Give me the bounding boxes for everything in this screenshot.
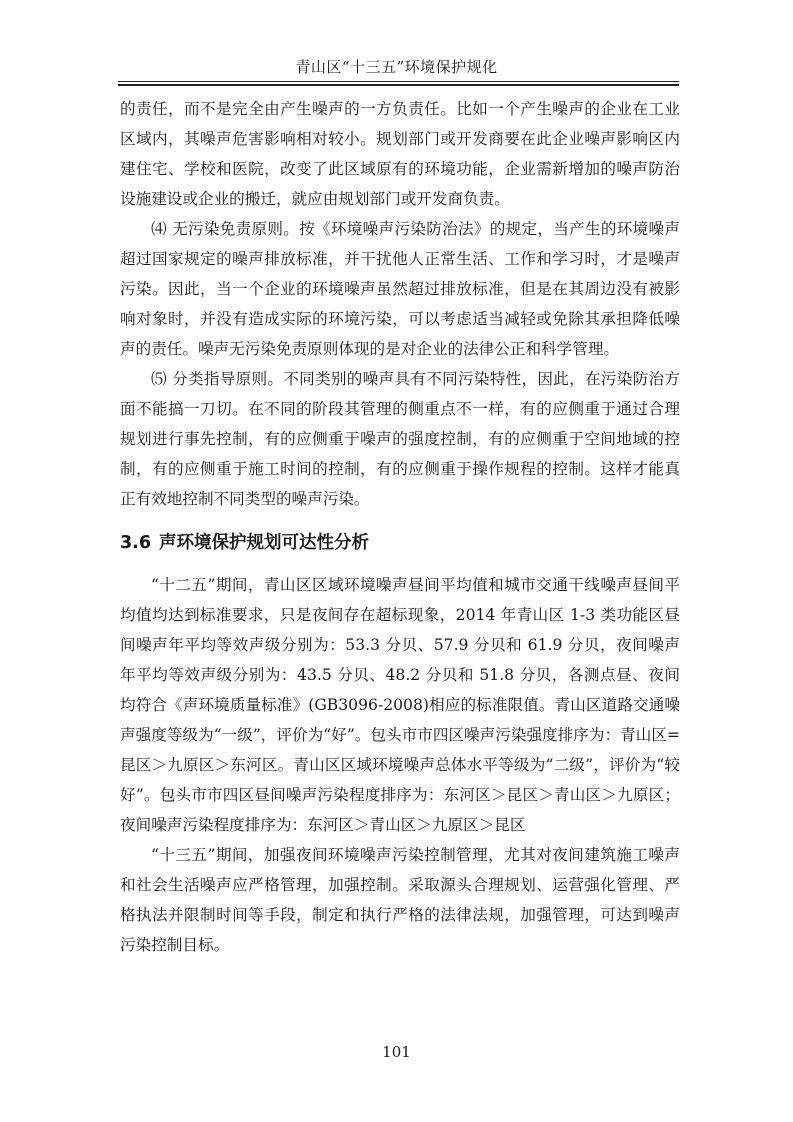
section-heading xyxy=(120,528,680,558)
header-rule-thin xyxy=(118,81,679,82)
page-content xyxy=(120,94,680,960)
header-rule-thick xyxy=(118,84,679,86)
body-paragraph: “十二五”期间，青山区区域环境噪声昼间平均值和城市交通干线噪声昼间平均值均达到标准要求，只是夜间存在超标现象，2014 年青山区 1-3 类功能区昼间噪声年平均等效声级分别为：53.3 分贝、57.9 分贝和 61.9 分贝，夜间噪声年平均等效声级分别为：43.5 分贝、48.2 分贝和 51.8 分贝，各测点昼、夜间均符合《声环境质量标准》(GB3096-2008)相应的标准限值。青山区道路交通噪声强度等级为“一级”，评价为“好”。包头市市四区噪声污染强度排序为：青山区=昆区＞九原区＞东河区。青山区区域环境噪声总体水平等级为“二级”，评价为“较好”。包头市市四区昼间噪声污染程度排序为：东河区＞昆区＞青山区＞九原区；夜间噪声污染程度排序为：东河区＞青山区＞九原区＞昆区 xyxy=(120,576,680,834)
page-number: 101 xyxy=(382,1043,411,1061)
body-paragraph: ⑷ 无污染免责原则。按《环境噪声污染防治法》的规定，当产生的环境噪声超过国家规定的噪声排放标准，并干扰他人正常生活、工作和学习时，才是噪声污染。因此，当一个企业的环境噪声虽然超过排放标准，但是在其周边没有被影响对象时，并没有造成实际的环境污染，可以考虑适当减轻或免除其承担降低噪声的责任。噪声无污染免责原则体现的是对企业的法律公正和科学管理。 xyxy=(120,220,680,358)
running-header: 青山区“十三五”环境保护规化 xyxy=(295,58,498,76)
body-paragraph: ⑸ 分类指导原则。不同类别的噪声具有不同污染特性，因此，在污染防治方面不能搞一刀切。在不同的阶段其管理的侧重点不一样，有的应侧重于通过合理规划进行事先控制，有的应侧重于噪声的强度控制，有的应侧重于空间地域的控制，有的应侧重于施工时间的控制，有的应侧重于操作规程的控制。这样才能真正有效地控制不同类型的噪声污染。 xyxy=(120,370,680,508)
section-number: 3.6 xyxy=(120,533,152,553)
body-paragraph: 的责任，而不是完全由产生噪声的一方负责任。比如一个产生噪声的企业在工业区域内，其噪声危害影响相对较小。规划部门或开发商要在此企业噪声影响区内建住宅、学校和医院，改变了此区域原有的环境功能，企业需新增加的噪声防治设施建设或企业的搬迁，就应由规划部门或开发商负责。 xyxy=(120,100,680,208)
body-paragraph: “十三五”期间，加强夜间环境噪声污染控制管理，尤其对夜间建筑施工噪声和社会生活噪声应严格管理，加强控制。采取源头合理规划、运营强化管理、严格执法并限制时间等手段，制定和执行严格的法律法规，加强管理，可达到噪声污染控制目标。 xyxy=(120,846,680,954)
section-title: 声环境保护规划可达性分析 xyxy=(159,533,370,553)
